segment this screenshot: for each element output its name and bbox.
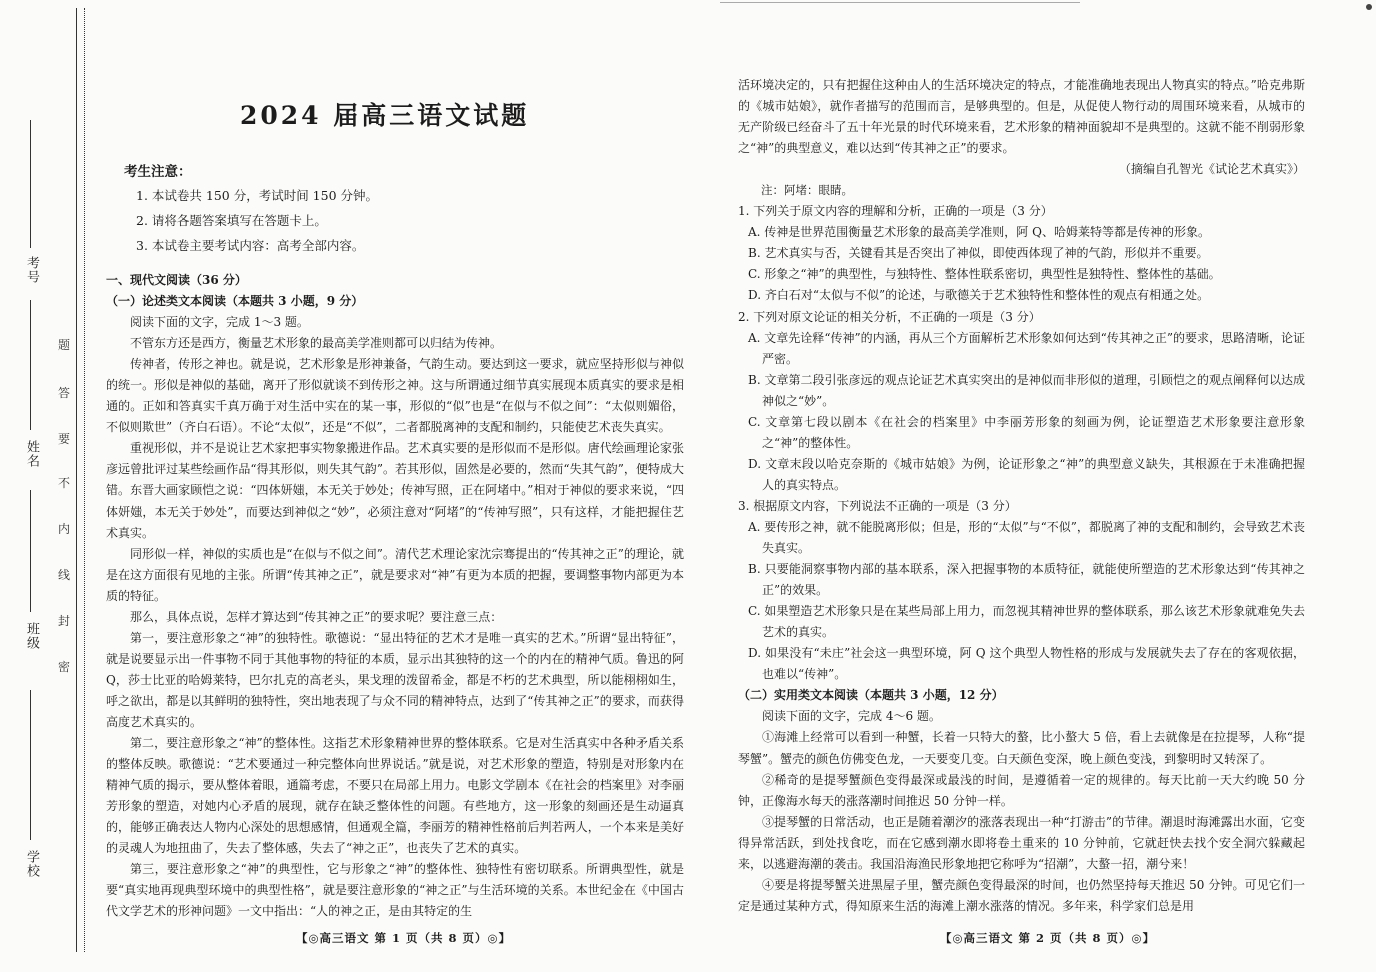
seal-char: 不 xyxy=(58,476,71,490)
passage-paragraph: 第二，要注意形象之“神”的整体性。这指艺术形象精神世界的整体联系。它是对生活真实中各种矛盾关系的整体反映。歌德说：“艺术要通过一种完整体向世界说话。”就是说，对艺术形象的塑造，特别是对形象内在精神气质的揭示，要从整体着眼，通篇考虑，不要只在局部上用力。电影文学剧本《在社会的档案里》对李丽芳形象的塑造，对她内心矛盾的展现，就存在缺乏整体性的问题。有些地方，这一形象的刻画还是生动逼真的，能够正确表达人物内心深处的思想感情，但通观全篇，李丽芳的精神性格前后判若两人，一个本来是美好的灵魂人为地扭曲了，失去了整体感，失去了“神之正”，也丧失了艺术的真实。 xyxy=(106,736,684,856)
question-stem: 3. 根据原文内容，下列说法不正确的一项是（3 分） xyxy=(738,498,1017,513)
page-footer-2: 【◎高三语文 第 2 页（共 8 页）◎】 xyxy=(940,931,1156,945)
passage-paragraph: 重视形似，并不是说让艺术家把事实物象搬进作品。艺术真实要的是形似而不是形似。唐代绘画理论家张彦远曾批评过某些绘画作品“得其形似，则失其气韵”。若其形似，固然是必要的，然而“失其气韵”，便特成大错。东晋大画家顾恺之说：“四体妍媸，本无关于妙处；传神写照，正在阿堵中。”相对于神似的要求来说，“四体妍媸，本无关于妙处”，而要达到神似之“妙”，必须注意对“阿堵”的“传神写照”，只有这样，才能把握住艺术真实。 xyxy=(106,441,684,540)
banji-line xyxy=(30,490,31,612)
passage-continuation: 活环境决定的，只有把握住这种由人的生活环境决定的特点，才能准确地表现出人物真实的特点。”哈克弗斯的《城市姑娘》，就作者描写的范围而言，是够典型的。但是，从促使人物行动的周围环境来看，从城市的无产阶级已经奋斗了五十年光景的时代环境来看，艺术形象的精神面貌却不是典型的。这就不能不削弱形象之“神”的典型意义，难以达到“传其神之正”的要求。 xyxy=(738,78,1305,156)
notice-title: 考生注意： xyxy=(124,164,192,180)
question-option: A. 传神是世界范围衡量艺术形象的最高美学准则，阿 Q、哈姆莱特等都是传神的形象。 xyxy=(748,225,1210,240)
page-2-column xyxy=(738,75,1305,917)
passage-paragraph: 传神者，传形之神也。就是说，艺术形象是形神兼备，气韵生动。要达到这一要求，就应坚持形似与神似的统一。形似是神似的基础，离开了形似就谈不到传形之神。这与所谓通过细节真实展现本质真实的要求是相通的。正如和答真实千真万确于对生活中实在的某一事，形似的“似”也是“在似与不似之间”：“太似则媚俗，不似则欺世”（齐白石语）。不论“太似”，还是“不似”，二者都脱离神的支配和制约，只能使艺术丧失真实。 xyxy=(106,357,684,435)
passage-paragraph: 第三，要注意形象之“神”的典型性，它与形象之“神”的整体性、独特性有密切联系。所谓典型性，就是要“真实地再现典型环境中的典型性格”，就是要注意形象的“神之正”与生活环境的关系。本世纪金在《中国古代文学艺术的形神问题》一文中指出：“人的神之正，是由其特定的生 xyxy=(106,862,684,919)
page-1-column xyxy=(106,270,684,922)
passage-paragraph: ①海滩上经常可以看到一种蟹，长着一只特大的螯，比小螯大 5 倍，看上去就像是在拉提琴，人称“提琴蟹”。蟹壳的颜色仿佛变色龙，一天要变几变。白天颜色变深，晚上颜色变浅，到黎明时又转深了。 xyxy=(738,730,1305,766)
question-option: B. 只要能洞察事物内部的基本联系，深入把握事物的本质特征，就能使所塑造的艺术形象达到“传其神之正”的效果。 xyxy=(748,562,1305,598)
xuexiao-label: 学校 xyxy=(24,850,39,878)
question-option: D. 文章末段以哈克奈斯的《城市姑娘》为例，论证形象之“神”的典型意义缺失，其根源在于未准确把握人的真实特点。 xyxy=(748,456,1305,492)
passage-paragraph: 同形似一样，神似的实质也是“在似与不似之间”。清代艺术理论家沈宗骞提出的“传其神之正”的理论，就是在这方面很有见地的主张。所谓“传其神之正”，就是要求对“神”有更为本质的把握，要调整事物内部更为本质的特征。 xyxy=(106,546,684,603)
seal-char: 封 xyxy=(58,614,71,628)
passage-note: 注：阿堵：眼睛。 xyxy=(761,183,853,198)
question-stem: 1. 下列关于原文内容的理解和分析，正确的一项是（3 分） xyxy=(738,204,1053,219)
exam-title: 2024 届高三语文试题 xyxy=(240,101,530,130)
passage-paragraph: 第一，要注意形象之“神”的独特性。歌德说：“显出特征的艺术才是唯一真实的艺术。”所谓“显出特征”，就是说要显示出一件事物不同于其他事物的特征的本质，显示出其独特的这一个的内在的精神气质。鲁迅的阿 Q，莎士比亚的哈姆莱特，巴尔扎克的高老头，果戈理的泼留希金，都是不朽的艺术典型，所以能栩栩如生，呼之欲出，都是以其鲜明的独特性，突出地表现了与众不同的精神特点，达到了“传其神之正”的要求，而获得高度艺术真实的。 xyxy=(106,630,685,729)
subsection-heading: （一）论述类文本阅读（本题共 3 小题，9 分） xyxy=(106,294,364,309)
seal-char: 内 xyxy=(58,522,71,536)
passage-paragraph: 不管东方还是西方，衡量艺术形象的最高美学准则都可以归结为传神。 xyxy=(130,336,503,351)
question-option: D. 如果没有“未庄”社会这一典型环境，阿 Q 这个典型人物性格的形成与发展就失去了存在的客观依据，也难以“传神”。 xyxy=(748,646,1305,682)
question-option: C. 形象之“神”的典型性，与独特性、整体性联系密切，典型性是独特性、整体性的基础。 xyxy=(748,267,1221,282)
binding-margin xyxy=(0,0,108,972)
seal-char: 线 xyxy=(58,568,71,582)
passage-paragraph: ③提琴蟹的日常活动，也正是随着潮汐的涨落表现出一种“打游击”的节律。潮退时海滩露出水面，它变得异常活跃，到处找食吃，而在它感到潮水即将卷土重来的 10 分钟前，它就赶快去找个安全洞穴躲藏起来，以逃避海潮的袭击。我国沿海渔民形象地把它称呼为“招潮”，大螯一招，潮兮来！ xyxy=(738,814,1305,871)
question-option: B. 文章第二段引张彦远的观点论证艺术真实突出的是神似而非形似的道理，引顾恺之的观点阐释何以达成神似之“妙”。 xyxy=(748,372,1305,408)
question-option: C. 如果塑造艺术形象只是在某些局部上用力，而忽视其精神世界的整体联系，那么该艺术形象就难免失去艺术的真实。 xyxy=(748,604,1305,640)
kaohao-label: 考号 xyxy=(24,256,39,284)
question-stem: 2. 下列对原文论证的相关分析，不正确的一项是（3 分） xyxy=(738,309,1041,324)
banji-label: 班级 xyxy=(24,622,39,650)
notice-item: 2. 请将各题答案填写在答题卡上。 xyxy=(136,213,327,228)
subsection-heading: （二）实用类文本阅读（本题共 3 小题，12 分） xyxy=(738,688,1004,703)
xingming-line xyxy=(30,300,31,430)
binding-rule xyxy=(76,8,77,952)
seal-char: 题 xyxy=(58,338,71,352)
seal-char: 密 xyxy=(58,660,71,674)
passage-paragraph: ④要是将提琴蟹关进黑屋子里，蟹壳颜色变得最深的时间，也仍然坚持每天推迟 50 分钟。可见它们一定是通过某种方式，得知原来生活的海滩上潮水涨落的情况。多年来，科学家们总是用 xyxy=(738,877,1305,913)
passage-paragraph: ②稀奇的是提琴蟹颜色变得最深或最浅的时间，是遵循着一定的规律的。每天比前一天大约晚 50 分钟，正像海水每天的涨落潮时间推迟 50 分钟一样。 xyxy=(738,772,1305,808)
question-option: B. 艺术真实与否，关键看其是否突出了神似，即使西体现了神的气韵，形似并不重要。 xyxy=(748,246,1209,261)
passage-source: （摘编自孔智光《试论艺术真实》） xyxy=(1118,162,1305,177)
reading-instruction: 阅读下面的文字，完成 1～3 题。 xyxy=(130,315,309,330)
candidate-notice xyxy=(124,160,554,261)
question-option: A. 文章先诠释“传神”的内涵，再从三个方面解析艺术形象如何达到“传其神之正”的要求，思路清晰，论证严密。 xyxy=(748,330,1305,366)
xuexiao-line xyxy=(30,690,31,840)
section-heading: 一、现代文阅读（36 分） xyxy=(106,273,247,287)
notice-item: 1. 本试卷共 150 分，考试时间 150 分钟。 xyxy=(136,188,379,203)
kaohao-line xyxy=(30,120,31,248)
question-option: D. 齐白石对“太似与不似”的论述，与歌德关于艺术独特性和整体性的观点有相通之处。 xyxy=(748,288,1210,303)
xingming-label: 姓名 xyxy=(24,440,39,468)
seal-char: 答 xyxy=(58,386,71,400)
seal-char: 要 xyxy=(58,432,71,446)
question-option: A. 要传形之神，就不能脱离形似；但是，形的“太似”与“不似”，都脱离了神的支配和制约，会导致艺术丧失真实。 xyxy=(748,519,1305,556)
question-option: C. 文章第七段以剧本《在社会的档案里》中李丽芳形象的刻画为例，论证塑造艺术形象要注意形象之“神”的整体性。 xyxy=(748,414,1305,450)
binding-dotted-rule xyxy=(84,8,85,952)
reading-instruction: 阅读下面的文字，完成 4～6 题。 xyxy=(762,709,941,724)
notice-item: 3. 本试卷主要考试内容：高考全部内容。 xyxy=(136,238,365,253)
scan-top-line xyxy=(720,2,1080,3)
passage-paragraph: 那么，具体点说，怎样才算达到“传其神之正”的要求呢？要注意三点： xyxy=(130,609,503,624)
page-footer-1: 【◎高三语文 第 1 页（共 8 页）◎】 xyxy=(296,931,512,945)
scan-dot xyxy=(1366,4,1372,10)
